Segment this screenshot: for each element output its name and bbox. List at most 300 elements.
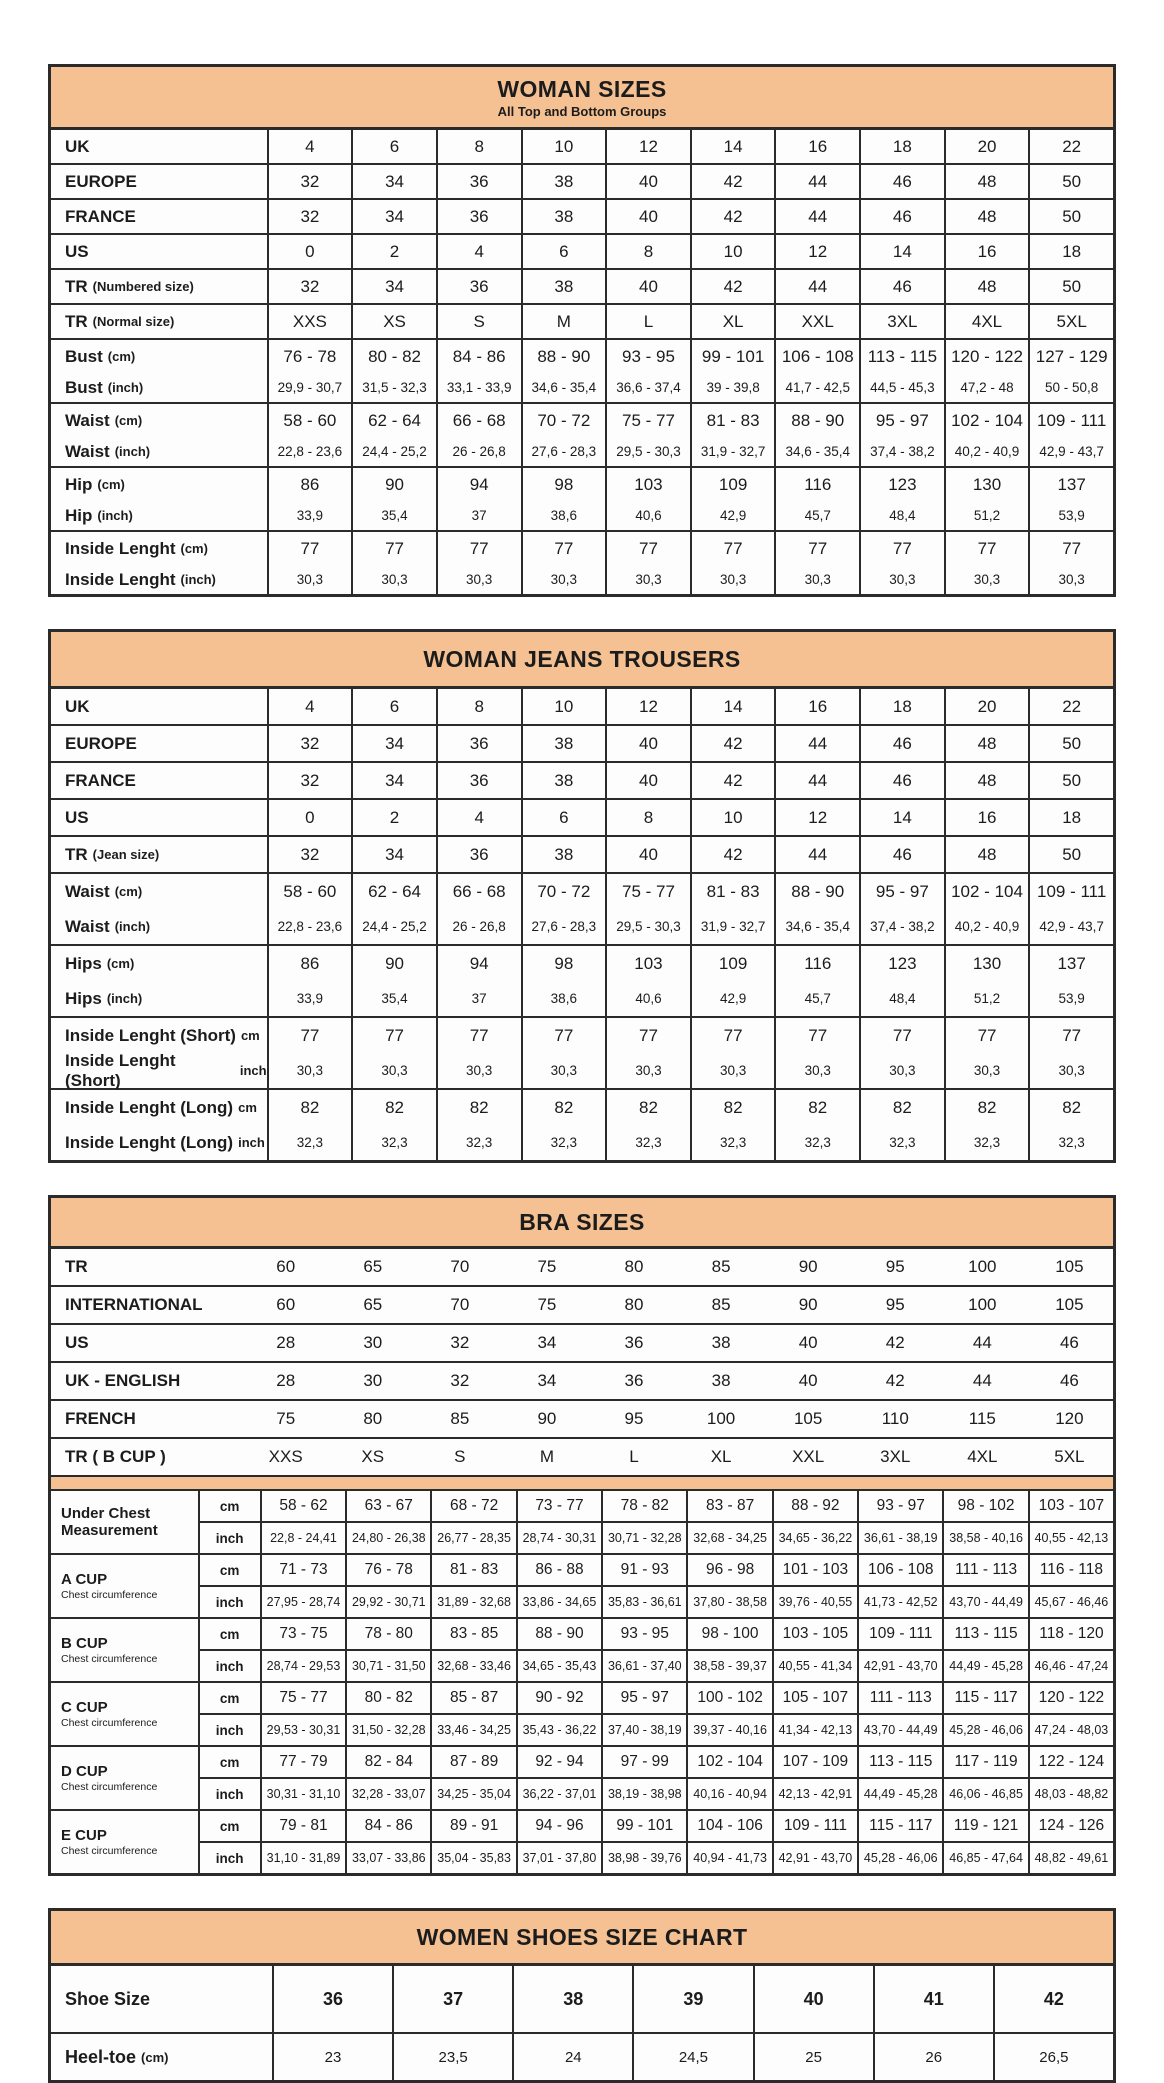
size-cell: 3XL bbox=[859, 305, 944, 338]
size-cell: 26 - 26,8 bbox=[436, 437, 521, 466]
row-label bbox=[51, 235, 267, 268]
cup-rows bbox=[198, 1491, 1113, 1553]
size-cell: 91 - 93 bbox=[601, 1555, 686, 1585]
size-cell: 44,49 - 45,28 bbox=[942, 1651, 1027, 1681]
size-cell: 37,40 - 38,19 bbox=[601, 1715, 686, 1745]
size-cell: 37 bbox=[436, 981, 521, 1016]
size-cell: 95 - 97 bbox=[859, 404, 944, 437]
unit-label: inch bbox=[198, 1587, 260, 1617]
size-cell: 44,5 - 45,3 bbox=[859, 373, 944, 402]
size-cell: 24,80 - 26,38 bbox=[345, 1523, 430, 1553]
size-cell: 120 bbox=[1055, 1409, 1084, 1428]
size-cell: 32,68 - 34,25 bbox=[686, 1523, 771, 1553]
row-label-note: (cm) bbox=[106, 956, 135, 971]
separator-bar bbox=[51, 1475, 1113, 1491]
table-section bbox=[51, 761, 1113, 798]
size-cell: 32,3 bbox=[267, 1125, 352, 1160]
size-cell: 22 bbox=[1028, 689, 1113, 724]
size-cell: 103 - 107 bbox=[1028, 1491, 1113, 1521]
table-subtitle: All Top and Bottom Groups bbox=[497, 103, 667, 119]
size-cell: 2 bbox=[351, 800, 436, 835]
size-cell: 77 - 79 bbox=[260, 1747, 345, 1777]
cup-section bbox=[51, 1617, 1113, 1681]
size-cell: 45,28 - 46,06 bbox=[942, 1715, 1027, 1745]
table-section bbox=[51, 466, 1113, 530]
size-cell: 113 - 115 bbox=[857, 1747, 942, 1777]
table-row bbox=[51, 1325, 1113, 1361]
size-cell: 32 bbox=[267, 270, 352, 303]
size-cell: 105 - 107 bbox=[772, 1683, 857, 1713]
size-cell: 0 bbox=[267, 800, 352, 835]
size-cell: 34 bbox=[351, 165, 436, 198]
table-row bbox=[51, 565, 1113, 594]
size-cell: 30,3 bbox=[605, 1053, 690, 1088]
size-cell: 77 bbox=[521, 532, 606, 565]
size-cell: 4 bbox=[436, 800, 521, 835]
row-label bbox=[51, 200, 267, 233]
size-cell: 22,8 - 23,6 bbox=[267, 909, 352, 944]
size-cell: 38,6 bbox=[521, 981, 606, 1016]
size-cell: 76 - 78 bbox=[267, 340, 352, 373]
row-label bbox=[51, 726, 267, 761]
row-label bbox=[51, 1966, 272, 2032]
size-cell: 26,5 bbox=[993, 2034, 1113, 2080]
size-cell: S bbox=[454, 1447, 466, 1466]
size-cell: XL bbox=[710, 1447, 732, 1466]
size-cell: 117 - 119 bbox=[942, 1747, 1027, 1777]
size-cell: 81 - 83 bbox=[690, 404, 775, 437]
size-cell: 31,9 - 32,7 bbox=[690, 437, 775, 466]
size-cell: 35,43 - 36,22 bbox=[516, 1715, 601, 1745]
size-cell: 10 bbox=[521, 689, 606, 724]
cup-row bbox=[198, 1491, 1113, 1521]
size-cell: XXS bbox=[268, 1447, 303, 1466]
size-cell: 34 bbox=[351, 837, 436, 872]
table-section bbox=[51, 1399, 1113, 1437]
table-row bbox=[51, 130, 1113, 163]
size-cell: 12 bbox=[605, 689, 690, 724]
table-section bbox=[51, 303, 1113, 338]
size-cell: 80 bbox=[363, 1409, 383, 1428]
size-cell: 102 - 104 bbox=[944, 874, 1029, 909]
cup-section bbox=[51, 1681, 1113, 1745]
table-row bbox=[51, 1249, 1113, 1285]
unit-label: inch bbox=[198, 1843, 260, 1873]
size-cell: 66 - 68 bbox=[436, 874, 521, 909]
size-cell: 35,4 bbox=[351, 501, 436, 530]
row-label-text: EUROPE bbox=[65, 171, 137, 191]
size-cell: 4XL bbox=[944, 305, 1029, 338]
size-cell: 30,3 bbox=[859, 565, 944, 594]
size-cell: 36,61 - 37,40 bbox=[601, 1651, 686, 1681]
size-cell: 102 - 104 bbox=[686, 1747, 771, 1777]
size-cell: 32,68 - 33,46 bbox=[430, 1651, 515, 1681]
size-cell: 130 bbox=[944, 946, 1029, 981]
size-cell: 44 bbox=[774, 837, 859, 872]
row-label-text: Hips bbox=[65, 953, 102, 973]
size-cell: 40 bbox=[605, 165, 690, 198]
size-cell: 29,53 - 30,31 bbox=[260, 1715, 345, 1745]
size-cell: 78 - 80 bbox=[345, 1619, 430, 1649]
size-cell: 77 bbox=[690, 1018, 775, 1053]
woman-jeans-trousers-table bbox=[48, 629, 1116, 1163]
size-cell: 115 bbox=[968, 1409, 996, 1428]
table-row bbox=[51, 501, 1113, 530]
size-cell: 24,4 - 25,2 bbox=[351, 909, 436, 944]
row-label bbox=[51, 1363, 242, 1399]
size-cell: 100 bbox=[706, 1409, 736, 1428]
table-row bbox=[51, 373, 1113, 402]
size-cell: 42 bbox=[690, 726, 775, 761]
cup-section bbox=[51, 1491, 1113, 1553]
size-cell: 95 bbox=[624, 1409, 644, 1428]
size-cell: 30,3 bbox=[267, 565, 352, 594]
size-cell: 51,2 bbox=[944, 981, 1029, 1016]
row-label bbox=[51, 565, 267, 594]
cup-row bbox=[198, 1649, 1113, 1681]
table-row bbox=[51, 1439, 1113, 1475]
row-label-text: Waist bbox=[65, 881, 110, 901]
table-section bbox=[51, 689, 1113, 724]
table-section bbox=[51, 1323, 1113, 1361]
cup-row bbox=[198, 1747, 1113, 1777]
row-label bbox=[51, 1439, 242, 1475]
size-cell: 44 bbox=[774, 270, 859, 303]
size-cell: 80 - 82 bbox=[345, 1683, 430, 1713]
row-label-text: UK bbox=[65, 136, 90, 156]
size-cell: 90 bbox=[798, 1257, 818, 1276]
cup-row bbox=[198, 1811, 1113, 1841]
row-label-text: Hips bbox=[65, 988, 102, 1008]
size-cell: 40 bbox=[605, 763, 690, 798]
row-label-text: FRANCE bbox=[65, 770, 136, 790]
size-cell: 83 - 87 bbox=[686, 1491, 771, 1521]
size-cell: 39 - 39,8 bbox=[690, 373, 775, 402]
size-cell: 31,50 - 32,28 bbox=[345, 1715, 430, 1745]
size-cell: 30,3 bbox=[267, 1053, 352, 1088]
size-cell: 90 bbox=[798, 1295, 818, 1314]
row-label bbox=[51, 404, 267, 437]
size-cell: 85 bbox=[450, 1409, 470, 1428]
size-cell: 77 bbox=[774, 1018, 859, 1053]
table-row bbox=[51, 946, 1113, 981]
size-cell: 44 bbox=[774, 200, 859, 233]
size-cell: 77 bbox=[690, 532, 775, 565]
table-section bbox=[51, 1249, 1113, 1285]
size-cell: 116 bbox=[774, 468, 859, 501]
row-label-note: (inch) bbox=[114, 444, 151, 459]
size-cell: 48,4 bbox=[859, 981, 944, 1016]
size-cell: 46 bbox=[1059, 1371, 1079, 1390]
cup-row bbox=[198, 1841, 1113, 1873]
row-label-note: cm bbox=[238, 1100, 257, 1115]
size-cell: 40,55 - 42,13 bbox=[1028, 1523, 1113, 1553]
table-row bbox=[51, 235, 1113, 268]
size-cell: 46,85 - 47,64 bbox=[942, 1843, 1027, 1873]
size-cell: 109 - 111 bbox=[1028, 874, 1113, 909]
size-cell: 46 bbox=[859, 165, 944, 198]
size-cell: 26,77 - 28,35 bbox=[430, 1523, 515, 1553]
row-label bbox=[51, 689, 267, 724]
size-cell: 50 bbox=[1028, 270, 1113, 303]
cup-row bbox=[198, 1777, 1113, 1809]
size-cell: 39 bbox=[632, 1966, 752, 2032]
size-cell: 100 - 102 bbox=[686, 1683, 771, 1713]
size-cell: 45,7 bbox=[774, 501, 859, 530]
size-cell: 48 bbox=[944, 726, 1029, 761]
size-cell: 95 - 97 bbox=[601, 1683, 686, 1713]
size-cell: 93 - 97 bbox=[857, 1491, 942, 1521]
row-label-text: Inside Lenght (Long) bbox=[65, 1097, 234, 1117]
women-shoes-table bbox=[48, 1908, 1116, 2083]
size-cell: 35,4 bbox=[351, 981, 436, 1016]
size-cell: 30,3 bbox=[521, 1053, 606, 1088]
size-cell: 42 bbox=[690, 165, 775, 198]
row-label-text: Hip bbox=[65, 505, 93, 525]
size-cell: 12 bbox=[605, 130, 690, 163]
size-cell: 86 - 88 bbox=[516, 1555, 601, 1585]
size-cell: 30,3 bbox=[944, 565, 1029, 594]
size-cell: 30 bbox=[363, 1333, 383, 1352]
cup-label-text: Under Chest Measurement bbox=[61, 1504, 158, 1539]
size-cell: 137 bbox=[1028, 468, 1113, 501]
size-cell: 92 - 94 bbox=[516, 1747, 601, 1777]
size-cell: 109 bbox=[690, 946, 775, 981]
women-shoes-header bbox=[51, 1911, 1113, 1966]
size-cell: 10 bbox=[690, 235, 775, 268]
size-cell: 34 bbox=[351, 200, 436, 233]
woman-jeans-header bbox=[51, 632, 1113, 689]
size-cell: XS bbox=[361, 1447, 385, 1466]
table-row bbox=[51, 981, 1113, 1016]
row-label-text: Bust bbox=[65, 377, 103, 397]
size-cell: 85 bbox=[711, 1295, 731, 1314]
size-cell: 40 bbox=[605, 200, 690, 233]
size-cell: 39,76 - 40,55 bbox=[772, 1587, 857, 1617]
row-label-text: INTERNATIONAL bbox=[65, 1295, 203, 1314]
size-cell: 46 bbox=[1059, 1333, 1079, 1352]
size-cell: 82 bbox=[351, 1090, 436, 1125]
cup-rows bbox=[198, 1811, 1113, 1873]
table-row bbox=[51, 270, 1113, 303]
cup-label bbox=[51, 1491, 198, 1553]
row-label bbox=[51, 340, 267, 373]
size-cell: 90 bbox=[351, 468, 436, 501]
row-label-note: (cm) bbox=[107, 349, 136, 364]
table-row bbox=[51, 165, 1113, 198]
size-cell: 40,6 bbox=[605, 501, 690, 530]
table-title: WOMAN JEANS TROUSERS bbox=[423, 645, 741, 672]
size-cell: 4 bbox=[267, 689, 352, 724]
row-label bbox=[51, 373, 267, 402]
size-cell: 85 bbox=[711, 1257, 731, 1276]
size-cell: 30,3 bbox=[521, 565, 606, 594]
table-section bbox=[51, 1361, 1113, 1399]
size-cell: 44 bbox=[774, 165, 859, 198]
size-cell: 58 - 62 bbox=[260, 1491, 345, 1521]
size-cell: 32 bbox=[267, 165, 352, 198]
size-cell: 90 bbox=[351, 946, 436, 981]
cup-label-text: C CUP bbox=[61, 1698, 108, 1716]
size-cell: 113 - 115 bbox=[859, 340, 944, 373]
row-label-text: UK - ENGLISH bbox=[65, 1371, 181, 1390]
size-cell: 77 bbox=[267, 1018, 352, 1053]
table-section bbox=[51, 198, 1113, 233]
row-label-text: Hip bbox=[65, 474, 93, 494]
size-cell: 14 bbox=[690, 130, 775, 163]
row-label bbox=[51, 1287, 242, 1323]
size-cell: 18 bbox=[1028, 800, 1113, 835]
cup-section bbox=[51, 1745, 1113, 1809]
size-cell: 48 bbox=[944, 763, 1029, 798]
size-cell: 33,9 bbox=[267, 501, 352, 530]
size-cell: 48 bbox=[944, 200, 1029, 233]
size-cell: 65 bbox=[363, 1257, 383, 1276]
women-shoes-body bbox=[51, 1966, 1113, 2080]
size-cell: 25 bbox=[753, 2034, 873, 2080]
size-cell: 33,1 - 33,9 bbox=[436, 373, 521, 402]
row-label-text: Bust bbox=[65, 346, 103, 366]
size-cell: 95 - 97 bbox=[859, 874, 944, 909]
cup-label-sub: Chest circumference bbox=[61, 1717, 158, 1730]
size-cell: 42 bbox=[690, 270, 775, 303]
row-label bbox=[51, 837, 267, 872]
table-row bbox=[51, 305, 1113, 338]
size-cell: 30,3 bbox=[859, 1053, 944, 1088]
size-cell: 70 - 72 bbox=[521, 404, 606, 437]
row-label bbox=[51, 1090, 267, 1125]
row-label-text: US bbox=[65, 1333, 89, 1352]
size-cell: 77 bbox=[351, 532, 436, 565]
size-cell: 8 bbox=[605, 235, 690, 268]
size-cell: 30,3 bbox=[351, 1053, 436, 1088]
size-cell: 16 bbox=[944, 800, 1029, 835]
size-cell: 46 bbox=[859, 837, 944, 872]
size-cell: 118 - 120 bbox=[1028, 1619, 1113, 1649]
row-label-note: (cm) bbox=[114, 884, 143, 899]
cup-row bbox=[198, 1683, 1113, 1713]
row-label-note: cm bbox=[240, 1028, 260, 1043]
size-cell: 42,9 - 43,7 bbox=[1028, 437, 1113, 466]
size-cell: 70 bbox=[450, 1257, 470, 1276]
size-cell: 81 - 83 bbox=[430, 1555, 515, 1585]
cup-rows bbox=[198, 1747, 1113, 1809]
row-label bbox=[51, 1249, 242, 1285]
table-section bbox=[51, 2032, 1113, 2080]
size-cell: 35,83 - 36,61 bbox=[601, 1587, 686, 1617]
size-cell: 42 bbox=[885, 1333, 905, 1352]
size-cell: 60 bbox=[276, 1257, 296, 1276]
cup-label bbox=[51, 1747, 198, 1809]
size-cell: 98 - 102 bbox=[942, 1491, 1027, 1521]
size-cell: M bbox=[539, 1447, 555, 1466]
size-cell: 98 - 100 bbox=[686, 1619, 771, 1649]
size-cell: 6 bbox=[521, 800, 606, 835]
size-cell: 32,3 bbox=[859, 1125, 944, 1160]
table-section bbox=[51, 130, 1113, 163]
size-cell: 39,37 - 40,16 bbox=[686, 1715, 771, 1745]
cup-label-sub: Chest circumference bbox=[61, 1589, 158, 1602]
size-cell: 36,22 - 37,01 bbox=[516, 1779, 601, 1809]
size-cell: 6 bbox=[351, 130, 436, 163]
size-cell: 33,9 bbox=[267, 981, 352, 1016]
size-cell: 36 bbox=[436, 270, 521, 303]
size-cell: 46,06 - 46,85 bbox=[942, 1779, 1027, 1809]
size-cell: 42 bbox=[885, 1371, 905, 1390]
size-cell: 107 - 109 bbox=[772, 1747, 857, 1777]
size-cell: 44 bbox=[972, 1333, 992, 1352]
size-cell: 106 - 108 bbox=[857, 1555, 942, 1585]
row-label-note: (inch) bbox=[180, 572, 216, 587]
bra-sizes-header bbox=[51, 1198, 1113, 1249]
size-cell: 45,28 - 46,06 bbox=[857, 1843, 942, 1873]
row-label-text: US bbox=[65, 241, 89, 261]
size-cell: 27,6 - 28,3 bbox=[521, 437, 606, 466]
size-cell: 30 bbox=[363, 1371, 383, 1390]
row-label bbox=[51, 468, 267, 501]
size-cell: L bbox=[605, 305, 690, 338]
size-cell: 28 bbox=[276, 1333, 296, 1352]
unit-label: cm bbox=[198, 1683, 260, 1713]
size-cell: 37,80 - 38,58 bbox=[686, 1587, 771, 1617]
row-label-text: US bbox=[65, 807, 89, 827]
size-cell: 20 bbox=[944, 689, 1029, 724]
size-cell: 105 bbox=[793, 1409, 823, 1428]
size-cell: 22,8 - 23,6 bbox=[267, 437, 352, 466]
cup-row bbox=[198, 1555, 1113, 1585]
cup-label-sub: Chest circumference bbox=[61, 1845, 158, 1858]
row-label-text: EUROPE bbox=[65, 733, 137, 753]
table-row bbox=[51, 1401, 1113, 1437]
size-cell: 22,8 - 24,41 bbox=[260, 1523, 345, 1553]
size-cell: 32,28 - 33,07 bbox=[345, 1779, 430, 1809]
cup-row bbox=[198, 1619, 1113, 1649]
size-cell: 32,3 bbox=[605, 1125, 690, 1160]
size-cell: 46 bbox=[859, 763, 944, 798]
size-cell: 36 bbox=[436, 837, 521, 872]
size-cell: 88 - 92 bbox=[772, 1491, 857, 1521]
row-label-text: Shoe Size bbox=[65, 1988, 151, 2009]
size-cell: 42,91 - 43,70 bbox=[772, 1843, 857, 1873]
size-cell: 40 bbox=[605, 837, 690, 872]
table-row bbox=[51, 468, 1113, 501]
size-cell: 94 bbox=[436, 946, 521, 981]
size-cell: 47,24 - 48,03 bbox=[1028, 1715, 1113, 1745]
table-row bbox=[51, 1966, 1113, 2032]
row-label-note: (cm) bbox=[114, 413, 143, 428]
size-cell: 60 bbox=[276, 1295, 296, 1314]
size-cell: 85 - 87 bbox=[430, 1683, 515, 1713]
cup-rows bbox=[198, 1555, 1113, 1617]
size-cell: 6 bbox=[521, 235, 606, 268]
size-cell: 75 bbox=[537, 1257, 557, 1276]
size-cell: 113 - 115 bbox=[942, 1619, 1027, 1649]
row-label-text: TR bbox=[65, 276, 88, 296]
size-cell: 44 bbox=[774, 763, 859, 798]
row-label-text: Inside Lenght bbox=[65, 538, 176, 558]
size-cell: 120 - 122 bbox=[1028, 1683, 1113, 1713]
row-label-text: TR bbox=[65, 1257, 88, 1276]
cup-label-text: D CUP bbox=[61, 1762, 108, 1780]
size-cell: 100 bbox=[968, 1295, 997, 1314]
row-label bbox=[51, 946, 267, 981]
table-row bbox=[51, 404, 1113, 437]
size-cell: 33,86 - 34,65 bbox=[516, 1587, 601, 1617]
size-cell: 34,65 - 36,22 bbox=[772, 1523, 857, 1553]
cup-row bbox=[198, 1585, 1113, 1617]
size-cell: 58 - 60 bbox=[267, 874, 352, 909]
row-label-note: (cm) bbox=[97, 477, 125, 492]
